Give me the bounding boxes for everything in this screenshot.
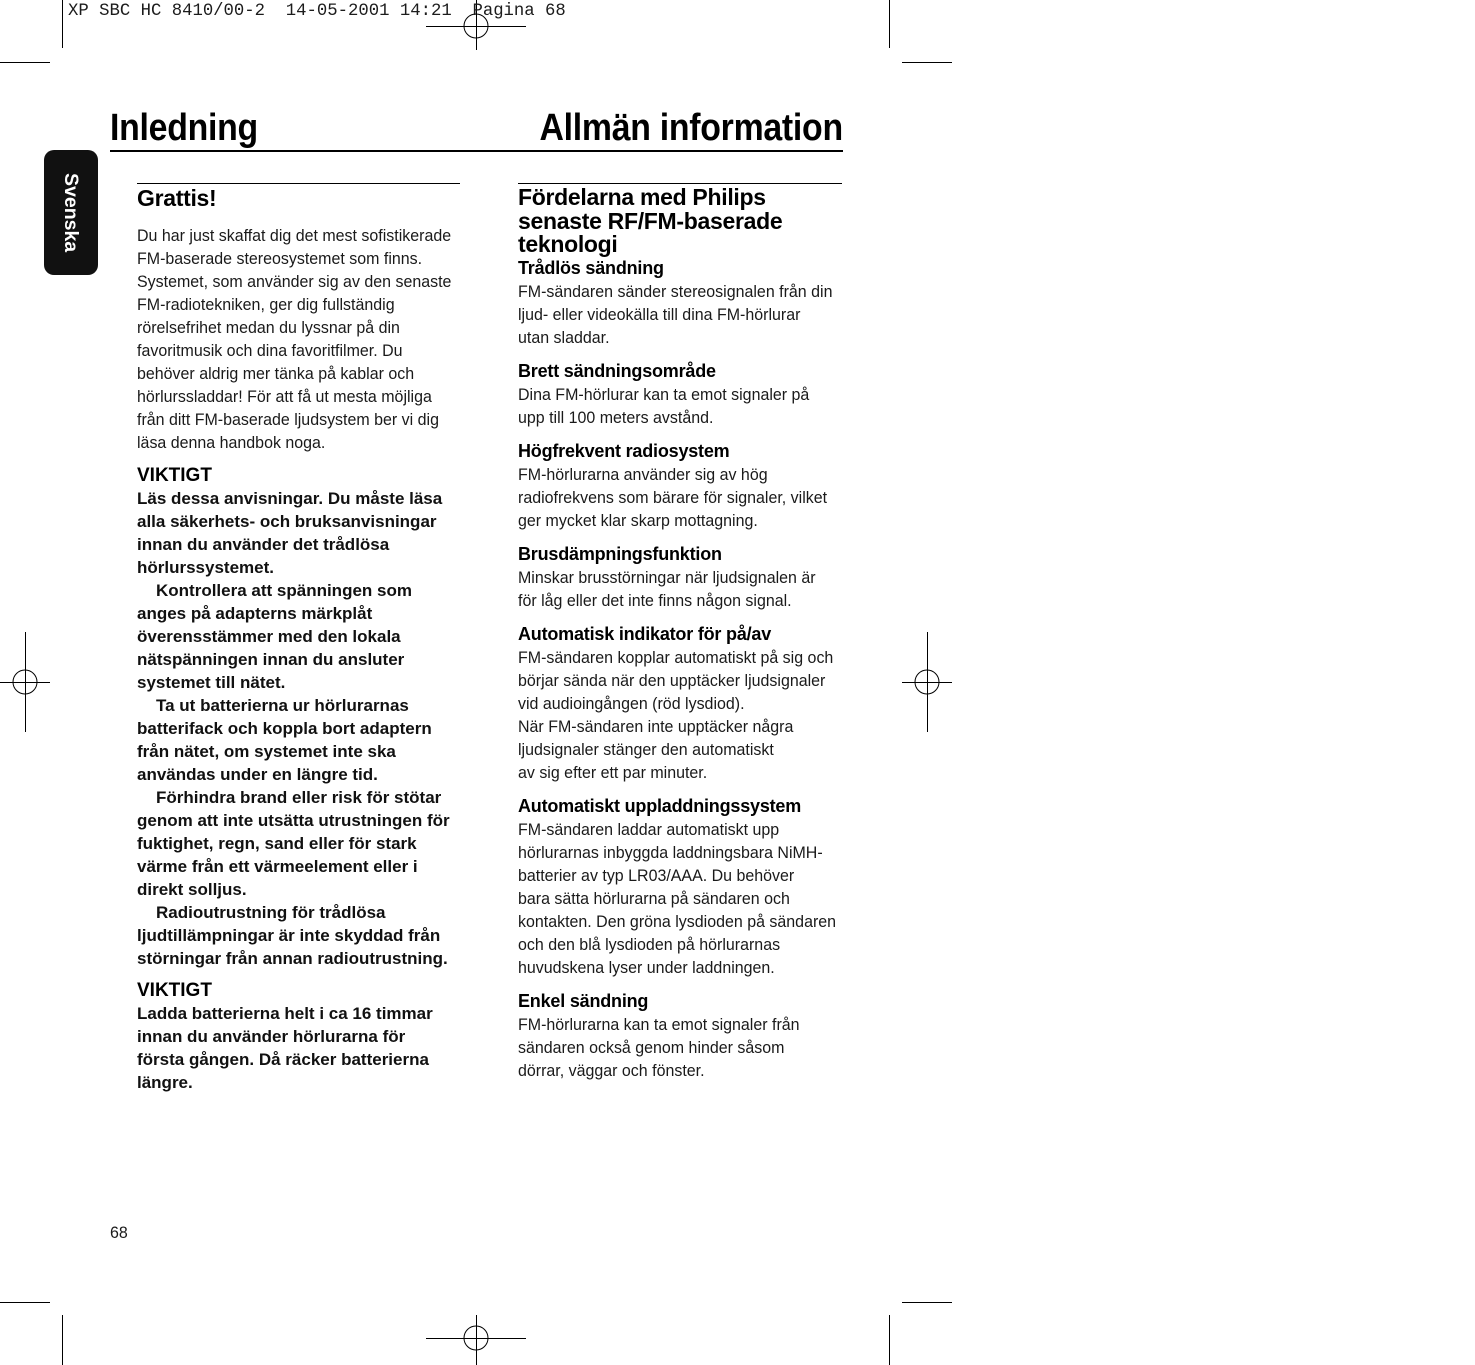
feature-text: FM-sändaren sänder stereosignalen från din ljud- eller videokälla till dina FM-hörlurar utan sladdar. — [518, 281, 833, 347]
page-title: Allmän information — [539, 107, 843, 149]
registration-mark-right — [902, 632, 952, 732]
feature-title: Högfrekvent radiosystem — [518, 440, 730, 461]
feature-text: FM-sändaren laddar automatiskt upp hörlurarnas inbyggda laddningsbara NiMH- batterier av typ LR03/AAA. Du behöver bara sätta hörlurarna på sändaren och kontakten. Den gröna lysdioden på sändaren och den blå lysdioden på hörlurarnas huvudskena lyser under laddningen. — [518, 819, 837, 977]
crop-mark-bottom-right — [890, 1303, 953, 1365]
benefits-heading: Fördelarna med Philips senaste RF/FM-baserade teknologi — [518, 184, 783, 257]
charging-important-label: VIKTIGT — [137, 979, 212, 1001]
feature-high-frequency-radio — [518, 440, 842, 532]
feature-title: Trådlös sändning — [518, 257, 664, 278]
feature-text: FM-sändaren kopplar automatiskt på sig och börjar sända när den upptäcker ljudsignaler vid audioingången (röd lysdiod). När FM-sändaren inte upptäcker några ljudsignaler stänger den automatiskt av sig efter ett par minuter. — [518, 647, 834, 782]
page-number: 68 — [110, 1222, 128, 1242]
print-slug: XP SBC HC 8410/00-2 14-05-2001 14:21 Pagina 68 — [68, 2, 566, 21]
language-tab — [44, 150, 98, 275]
feature-title: Enkel sändning — [518, 990, 649, 1011]
feature-auto-charging-system — [518, 795, 842, 979]
registration-mark-left — [0, 632, 50, 732]
feature-noise-suppression — [518, 543, 842, 612]
congratulations-heading: Grattis! — [137, 185, 217, 211]
feature-title: Automatiskt uppladdningssystem — [518, 795, 802, 816]
feature-title: Brusdämpningsfunktion — [518, 543, 722, 564]
safety-item-fire: Förhindra brand eller risk för stötar genom att inte utsätta utrustningen för fuktighet, regn, sand eller för stark värme från ett värmeelement eller i direkt solljus. — [137, 787, 450, 899]
feature-title: Brett sändningsområde — [518, 360, 716, 381]
header-rule — [110, 150, 843, 152]
feature-wireless-transmission — [518, 257, 842, 349]
crop-mark-top-left — [0, 0, 63, 63]
feature-text: FM-hörlurarna kan ta emot signaler från sändaren också genom hinder såsom dörrar, väggar och fönster. — [518, 1014, 800, 1080]
feature-text: Dina FM-hörlurar kan ta emot signaler på upp till 100 meters avstånd. — [518, 384, 810, 427]
left-column — [137, 183, 460, 1094]
charging-note: Ladda batterierna helt i ca 16 timmar innan du använder hörlurarna för första gången. Då räcker batterierna längre. — [137, 1003, 433, 1092]
feature-text: Minskar brusstörningar när ljudsignalen är för låg eller det inte finns någon signal. — [518, 567, 816, 610]
feature-auto-on-off-indicator — [518, 623, 842, 784]
safety-item-voltage: Kontrollera att spänningen som anges på adapterns märkplåt överensstämmer med den lokala nätspänningen innan du ansluter systemet till nätet. — [137, 580, 412, 692]
feature-title: Automatisk indikator för på/av — [518, 623, 772, 644]
important-label: VIKTIGT — [137, 464, 212, 486]
language-tab-label: Svenska — [60, 172, 82, 253]
crop-mark-bottom-left — [0, 1303, 63, 1365]
section-title: Inledning — [110, 107, 258, 149]
intro-paragraph: Du har just skaffat dig det mest sofistikerade FM-baserade stereosystemet som finns. Systemet, som använder sig av den senaste FM-radiotekniken, ger dig fullständig rörelsefrihet medan du lyssnar på din favoritmusik och dina favoritfilmer. Du behöver aldrig mer tänka på kablar och hörlurssladdar! För att få ut mesta möjliga från ditt FM-baserade ljudsystem ber vi dig läsa denna handbok noga. — [137, 225, 452, 452]
important-lead: Läs dessa anvisningar. Du måste läsa alla säkerhets- och bruksanvisningar innan du använder det trådlösa hörlurssystemet. — [137, 488, 443, 577]
right-column — [518, 183, 842, 1093]
crop-mark-top-right — [890, 0, 953, 63]
safety-item-interference: Radioutrustning för trådlösa ljudtillämpningar är inte skyddad från störningar från annan radioutrustning. — [137, 902, 448, 968]
feature-text: FM-hörlurarna använder sig av hög radiofrekvens som bärare för signaler, vilket ger mycket klar skarp mottagning. — [518, 464, 828, 530]
feature-simple-transmission — [518, 990, 842, 1082]
safety-item-batteries: Ta ut batterierna ur hörlurarnas batterifack och koppla bort adaptern från nätet, om systemet inte ska användas under en längre tid. — [137, 695, 432, 784]
feature-transmission-range — [518, 360, 842, 429]
registration-mark-bottom — [426, 1315, 526, 1365]
